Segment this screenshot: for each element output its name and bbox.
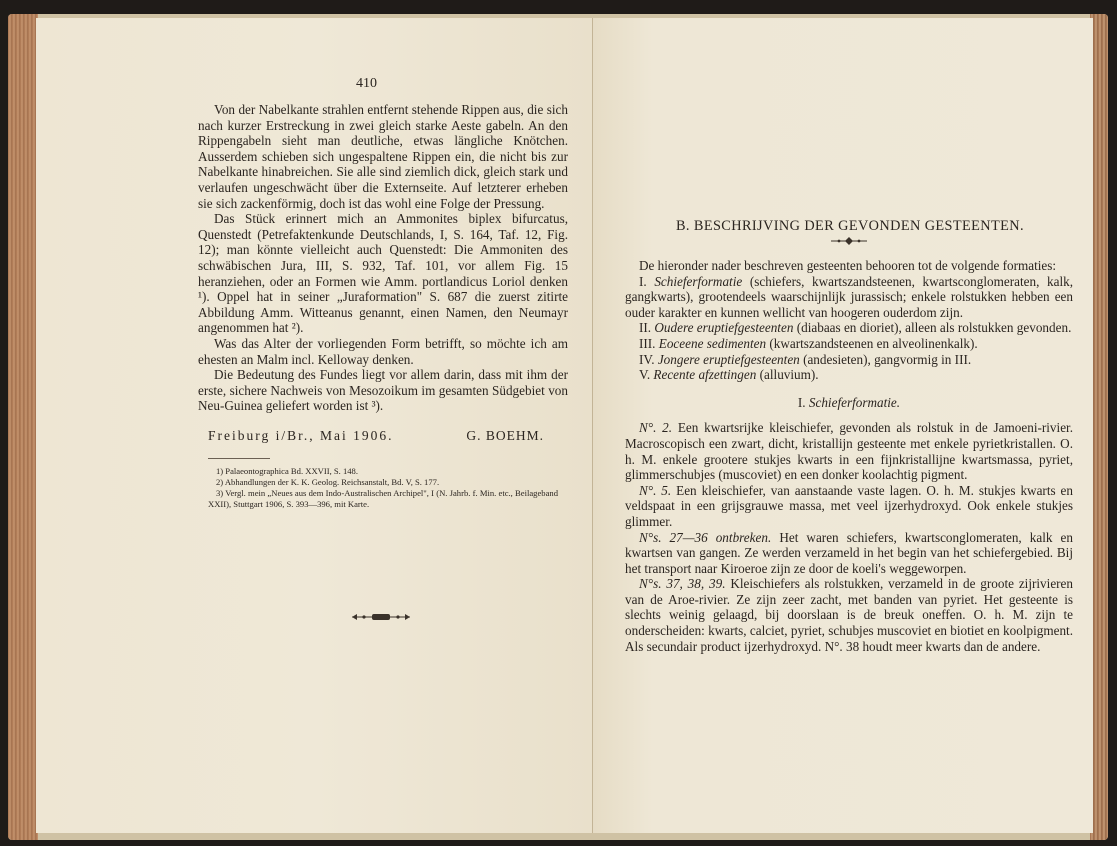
page-edges-left	[8, 14, 38, 840]
page-number: 410	[356, 76, 377, 91]
footnote: 1) Palaeontographica Bd. XXVII, S. 148.	[216, 466, 359, 476]
footnote-rule	[208, 458, 270, 459]
footnote: 2) Abhandlungen der K. K. Geolog. Reichsanstalt, Bd. V, S. 177.	[216, 477, 440, 487]
right-page	[592, 18, 1093, 833]
specimen-entry: N°s. 37, 38, 39. Kleischiefers als rolstukken, verzameld in de groote zijrivieren van de Aroe-rivier. Ze zijn zeer zacht, met banden van pyriet. Het gesteente is slechts weinig gelaagd, bij doorslaan is de breuk oneffen. O. h. M. zijn te onderscheiden: kwarts, calciet, pyriet, schubjes muscoviet en biotiet en koolpigment. Als secundair product ijzerhydroxyd. N°. 38 houdt meer kwarts dan de andere.	[625, 576, 1074, 654]
formation-item: IV. Jongere eruptiefgesteenten (andesieten), gangvormig in III.	[639, 351, 972, 367]
end-ornament-icon	[350, 612, 412, 622]
specimen-entry: N°. 2. Een kwartsrijke kleischiefer, gevonden als rolstuk in de Jamoeni-rivier. Macroscopisch een zwart, dicht, kristallijn gesteente met enkele pyrietkristallen. O. h. M. enkele grootere stukjes kwarts in een fijnkristallijne kwartsmassa, pyriet, glimmerschubjes (muscoviet) en een donker koolachtig pigment.	[625, 420, 1074, 483]
paragraph: Was das Alter der vorliegenden Form betrifft, so möchte ich am ehesten an Malm incl. Kelloway denken.	[198, 335, 568, 367]
paragraph: Die Bedeutung des Fundes liegt vor allem darin, dass mit ihm der erste, sichere Nachweis von Mesozoikum im gesamten Südgebiet von Neu-Guinea geliefert worden ist ³).	[198, 367, 568, 414]
formation-item: I. Schieferformatie (schiefers, kwartszandsteenen, kwartsconglomeraten, kalk, gangkwarts), grootendeels waarschijnlijk jurassisch; enkele rolstukken hebben een ouder karakter en kunnen wellicht van hoogeren ouderdom zijn.	[625, 273, 1073, 320]
left-page-body	[198, 102, 568, 414]
heading-ornament-icon	[829, 236, 869, 246]
formation-item: III. Eoceene sedimenten (kwartszandsteenen en alveolinenkalk).	[639, 335, 978, 351]
right-page-body	[625, 258, 1073, 654]
formation-item: V. Recente afzettingen (alluvium).	[639, 367, 819, 383]
specimen-entry: N°. 5. Een kleischiefer, van aanstaande vaste lagen. O. h. M. stukjes kwarts en veldspaat in een grijsgrauwe massa, met veel ijzerhydroxyd. Ook enkele stukjes glimmer.	[625, 482, 1073, 529]
subsection-heading: I. Schieferformatie.	[797, 394, 901, 410]
signature-line	[208, 428, 568, 444]
footnotes	[208, 466, 558, 510]
paragraph: Von der Nabelkante strahlen entfernt stehende Rippen aus, die sich nach kurzer Erstreckung in zwei gleich starke Aeste gabeln. An den Rippengabeln sieht man deutliche, etwas längliche Knötchen. Ausserdem schieben sich ungespaltene Rippen ein, die nicht bis zur Nabelkante hinabreichen. Sie alle sind ziemlich dick, gleich stark und verlaufen ungeschwächt über die Externseite. Auf letzterer erheben sie sich zackenförmig, doch ist das wohl eine Folge der Pressung.	[198, 102, 568, 211]
specimen-entry: N°s. 27—36 ontbreken. Het waren schiefers, kwartsconglomeraten, kalk en kwartsen van gangen. Ze werden verzameld in het begin van het schiefergebied. Bij het transport naar Kiroeroe zijn ze door de koeli's weggeworpen.	[625, 529, 1074, 576]
paragraph: Das Stück erinnert mich an Ammonites biplex bifurcatus, Quenstedt (Petrefaktenkunde Deutschlands, I, S. 164, Taf. 12, Fig. 12); man könnte vielleicht auch Quenstedt: Die Ammoniten des schwäbischen Jura, III, S. 932, Taf. 101, vor allem Fig. 15 heranziehen, oder an Formen wie Amm. portlandicus Loriol denken ¹). Oppel hat in seiner „Juraformation" S. 687 die zuerst zitirte Abbildung Amm. Witteanus genannt, einen Namen, den Neumayr angenommen hat ²).	[198, 211, 568, 336]
left-page	[36, 18, 593, 833]
footnote: 3) Vergl. mein „Neues aus dem Indo-Australischen Archipel", I (N. Jahrb. f. Min. etc., Beilageband XXII), Stuttgart 1906, S. 393—396, mit Karte.	[208, 488, 558, 509]
intro-paragraph: De hieronder nader beschreven gesteenten behooren tot de volgende formaties:	[639, 258, 1057, 273]
formation-item: II. Oudere eruptiefgesteenten (diabaas en dioriet), alleen als rolstukken gevonden.	[639, 320, 1072, 336]
signature-author: G. BOEHM.	[466, 428, 544, 443]
section-heading: B. BESCHRIJVING DER GEVONDEN GESTEENTEN.	[676, 218, 1024, 234]
book-spread	[8, 14, 1108, 840]
signature-place: Freiburg i/Br., Mai 1906.	[208, 428, 394, 443]
